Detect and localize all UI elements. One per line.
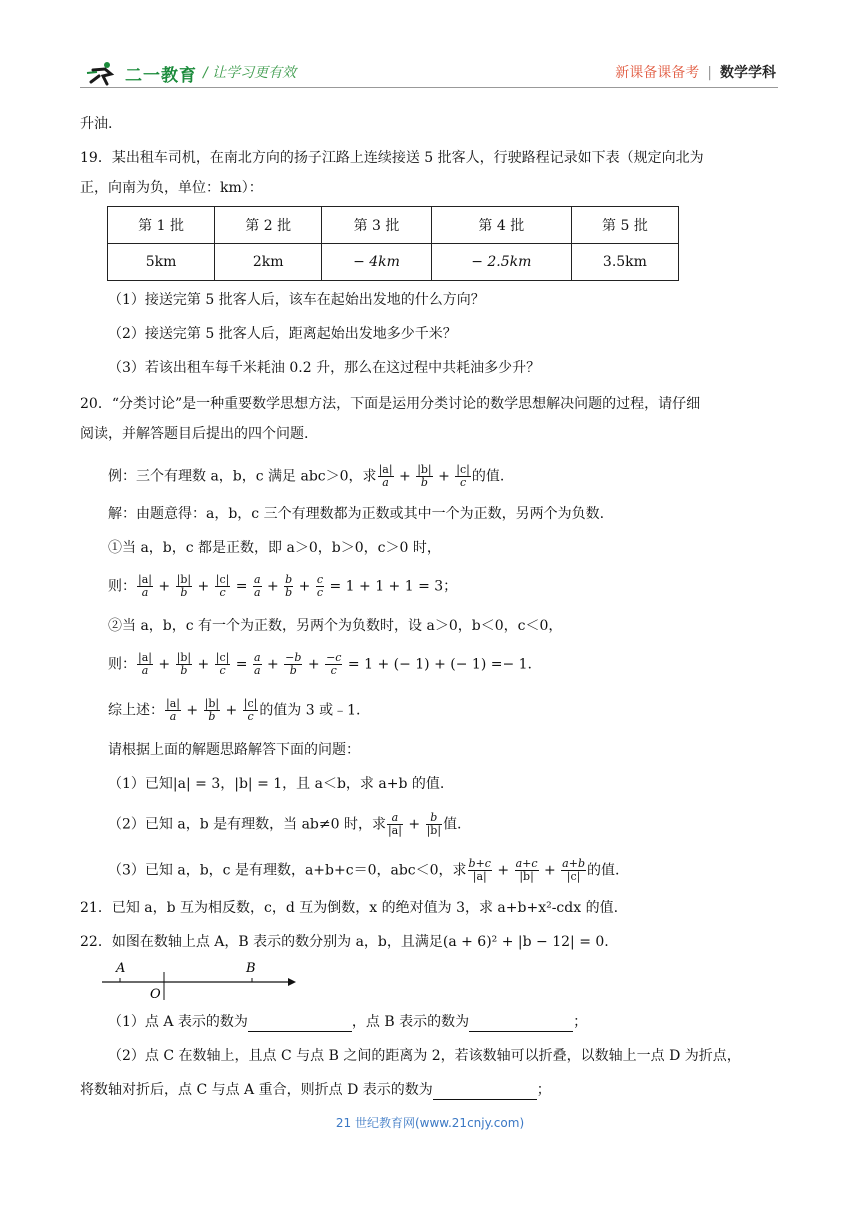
q22-part1 [108,1012,587,1032]
table-header: 第 2 批 [215,207,322,244]
logo-text: 二一教育 [125,65,197,86]
logo [85,60,197,86]
table-cell: 2km [215,244,322,281]
footer: 21 世纪教育网(www.21cnjy.com) [335,1116,525,1130]
q19-part3: （3）若该出租车每千米耗油 0.2 升，那么在这过程中共耗油多少升？ [108,360,541,376]
q22-part2-cont [80,1080,551,1100]
table-cell: − 2.5km [431,244,571,281]
question-20: 20．“分类讨论”是一种重要数学思想方法，下面是运用分类讨论的数学思想解决问题的过程，请仔细 [80,396,701,412]
answer-blank [433,1085,537,1100]
case-1: ①当 a，b，c 都是正数，即 a＞0，b＞0，c＞0 时， [108,540,441,556]
point-b-label: B [246,961,256,976]
equation-result: = 1 + 1 + 1 = 3； [329,578,458,595]
q19-part2: （2）接送完第 5 批客人后，距离起始出发地多少千米？ [108,326,457,342]
q22-part1-text-a: （1）点 A 表示的数为 [108,1014,248,1030]
header-right [615,62,776,82]
problem-3: （3）已知 a，b，c 是有理数，a+b+c＝0，abc＜0，求 $\frac{b+c}{|a|}$ + $\frac{a+c}{|b|}$ + $\frac{a+b}{|c|}$ 的值. [108,857,620,883]
point-a-label: A [116,961,126,976]
summary-prefix: 综上述： [108,702,164,719]
question-21: 21．已知 a，b 互为相反数，c，d 互为倒数，x 的绝对值为 3，求 a+b+x²-cdx 的值. [80,900,619,916]
table-row [108,207,679,244]
summary-text: 的值为 3 或﹣1. [259,702,361,719]
header-subject: 数学学科 [720,65,776,81]
case-2: ②当 a，b，c 有一个为正数，另两个为负数时，设 a＞0，b＜0，c＜0， [108,618,563,634]
table-header: 第 3 批 [322,207,432,244]
table-header: 第 5 批 [571,207,678,244]
table-cell: 3.5km [571,244,678,281]
equation-prefix: 则： [108,578,136,595]
answer-blank [469,1017,573,1032]
problem-3-end: 的值. [587,862,620,879]
q19-part1: （1）接送完第 5 批客人后，该车在起始出发地的什么方向？ [108,292,485,308]
problem-1: （1）已知|a| = 3，|b| = 1，且 a＜b，求 a+b 的值. [108,776,445,792]
header-separator: | [707,65,712,81]
problem-2-end: 值. [443,816,462,833]
problem-2-text: （2）已知 a，b 是有理数，当 ab≠0 时，求 [108,816,386,833]
text-line: 升油. [80,116,113,132]
mileage-table [107,206,679,281]
summary-line: 综上述： $\frac{|a|}{a}$ + $\frac{|b|}{b}$ + $\frac{|c|}{c}$ 的值为 3 或﹣1. [108,697,361,723]
q22-part2: （2）点 C 在数轴上，且点 C 与点 B 之间的距离为 2，若该数轴可以折叠，以数轴上一点 D 为折点， [108,1048,741,1064]
question-19-cont: 正，向南为负，单位：km）： [80,180,263,196]
q22-part1-text-c: ； [573,1014,588,1030]
problem-2: （2）已知 a，b 是有理数，当 ab≠0 时，求 $\frac{a}{|a|}$ + $\frac{b}{|b|}$ 值. [108,811,462,837]
table-header: 第 4 批 [431,207,571,244]
table-cell: − 4km [322,244,432,281]
q22-part2-end: ； [536,1082,551,1098]
header-divider [80,87,778,88]
question-20-cont: 阅读，并解答题目后提出的四个问题. [80,426,309,442]
header-course: 新课备课备考 [615,65,700,81]
table-header: 第 1 批 [108,207,215,244]
case-2-equation: 则： $\frac{|a|}{a}$ + $\frac{|b|}{b}$ + $\frac{|c|}{c}$ = $\frac{a}{a}$ + $\frac{-b}{b}$ + $\frac{-c}{c}$ = 1 + (− 1) + (− 1) =− 1. [108,651,532,677]
equation-result: = 1 + (− 1) + (− 1) =− 1. [347,656,532,673]
problem-3-text: （3）已知 a，b，c 是有理数，a+b+c＝0，abc＜0，求 [108,862,467,879]
case-1-equation: 则： $\frac{|a|}{a}$ + $\frac{|b|}{b}$ + $\frac{|c|}{c}$ = $\frac{a}{a}$ + $\frac{b}{b}$ + $\frac{c}{c}$ = 1 + 1 + 1 = 3； [108,573,458,599]
q22-part1-text-b: ，点 B 表示的数为 [351,1014,470,1030]
q22-part2-text: 将数轴对折后，点 C 与点 A 重合，则折点 D 表示的数为 [80,1082,433,1098]
example-line: 例：三个有理数 a，b，c 满足 abc＞0，求 $\frac{|a|}{a}$ + $\frac{|b|}{b}$ + $\frac{|c|}{c}$ 的值. [108,463,505,489]
example-text: 例：三个有理数 a，b，c 满足 abc＞0，求 [108,468,377,485]
answer-blank [248,1017,352,1032]
question-19: 19．某出租车司机，在南北方向的扬子江路上连续接送 5 批客人，行驶路程记录如下表（规定向北为 [80,150,704,166]
number-line-diagram [96,958,306,1004]
example-text-end: 的值. [471,468,505,485]
table-cell: 5km [108,244,215,281]
solution-intro: 解：由题意得：a，b，c 三个有理数都为正数或其中一个为正数，另两个为负数. [108,506,605,522]
question-22: 22．如图在数轴上点 A，B 表示的数分别为 a，b，且满足(a + 6)² + |b − 12| = 0. [80,934,609,950]
runner-logo-icon [85,60,121,86]
slogan: / 让学习更有效 [203,65,297,81]
origin-label: O [150,987,161,1002]
table-row [108,244,679,281]
equation-prefix: 则： [108,656,136,673]
arrow-icon [288,978,296,986]
instruction: 请根据上面的解题思路解答下面的问题： [108,742,360,758]
